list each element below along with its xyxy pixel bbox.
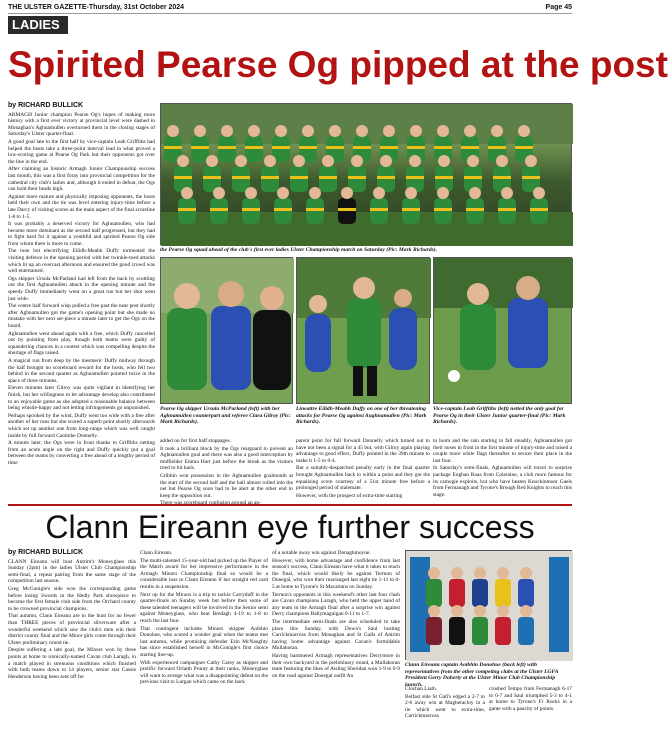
story1-paragraph: In Saturday's semi-finals, Aghnamullen will travel to surprise package Eoghan Ruas from Coleraine, a club more famous for its camogie exploits, but who have beaten Knockinmoor Gaels from Fermanagh and Tyrone's Brough Red Knights to reach this stage. [433,465,572,498]
story1-paragraph: A minute later, the Ogs were in front thanks to Griffiths netting from an acute angle on the right and Duffy quickly put a goal between the teams by converting a free ahead of a lengthy period of time [8,440,155,466]
captains-graphic [161,258,294,405]
section-label: LADIES [8,16,68,34]
caption-duffy: Lineattre Eilidh-Meabh Duffy on one of her threatening attacks for Pearse Og against Aughnamullen (Pic: Mark Richards). [296,406,427,426]
story2-paragraph: Next up for the Minors is a trip to tackle Carryduff in the quarter-finals on Sunday week but before then some of these talented teenagers will be involved in the Senior semi against Moneyglass, who beat Bredagh 4-19 to 1-8 to reach the last four. [140,591,268,624]
story2-column-1-text [8,559,136,681]
launch-caption: Clann Eireann captain Aoibhin Donohue (back left) with representatives from the other competing clubs at the Ulster LGFA President Gerry Doherty at the Ulster Minor Club Championship launch. [405,662,559,688]
story2-column-1 [8,550,136,735]
caption-captains: Pearse Og skipper Ursula McParland (left) with her Aghnamullen counterpart and referee Clara Gilroy (Pic: Mark Richards). [160,406,291,426]
griffiths-graphic [434,258,573,405]
story2-paragraph: With experienced campaigner Cathy Carey as skipper and prolific forward Orlaith Prunty at their ranks, Moneyglass will want to avenge what was a disappointing defeat on the previous visit to Lurgan which came on the back [140,659,268,686]
story1-column-3 [160,438,293,502]
launch-graphic [406,551,573,661]
caption-griffiths: Vice-captain Leah Griffiths (left) netted the only goal for Pearse Og in their Ulster Junior quarter-final (Pic: Mark Richards). [433,406,566,426]
story1-paragraph: added on for first half stoppages. [160,438,231,444]
launch-player [449,617,465,645]
story1-column-4 [296,438,430,502]
story2-paragraph: The multi-talented 15-year-old had picked up the Player of the Match award for her impressive performance in the Armagh Minors Championship final so would be a considerable loss to Clann Eireann if her straight red card results in a suspension. [140,557,268,590]
story1-paragraph: to loom and the rain starting to fall steadily, Aghnamullen got their noses in front in the first minute of injury-time and raised a couple more white flags thereafter to secure their place in the last four. [433,438,572,464]
story1-byline: by RICHARD BULLICK [8,102,84,109]
story1-paragraph: Aghnamullen went ahead again with a free, which Duffy cancelled out by pointing from play, though both teams were guilty of squandering chances in a contest which was compelling despite the shortage of flags raised. [8,330,155,357]
story1-paragraph: A magical run from deep by the mesmeric Duffy midway through the half brought no scoreboard reward for the hosts, who fell two behind in the second quarter as Aghnamullen pointed twice in the space of three minutes. [8,357,155,384]
story2-paragraph: Having hammered Armagh representatives Derrymore in their own backyard in the preliminary round, a Mullahoran team featuring the likes of Aisling Sheridan won 1-9 to 0-9 on the road against Donegal outfit An [272,652,400,679]
story1-paragraph: The tone but electrifying Eilidh-Meabh Duffy tormented the visiting defence in the opening period with her twinkle-toed attacks which lit up an overcast afternoon and ensured the good crowd was well entertained. [8,248,155,275]
story2-paragraph: Despite suffering a late goal, the Minors won by three points at home to ironically-named Cavan club Laragh, in a match played in strenuous conditions which finished with both teams down to 14 players, senior star Cassie Henderson having been sent off for [8,647,136,680]
story2-paragraph: However, with home advantage and confidence from last season's success, Clann Eireann have what it takes to reach the final, which would likely be against Termon of Donegal, who won their rearranged last eight tie 1-11 to 0-5 at home to Tyrone's St Macartans on Sunday. [272,557,400,590]
story1-headline: Spirited Pearse Og pipped at the post [8,44,668,85]
story2-headline: Clann Eireann eye further success [45,509,535,545]
masthead-date: THE ULSTER GAZETTE-Thursday, 31st October 2024 [8,4,185,11]
story2-column-4b [489,686,572,736]
story1-paragraph: After claiming an historic Armagh Junior Championship success last month, this was a first foray into provincial competition for the cathedral city club's ladies and, although it ended in defeat, the Ogs can hold their heads high. [8,166,155,193]
story1-paragraph: But a suitably-despatched penalty early in the final quarter brought Aghnamullen back to within a point and they got the equalising score courtesy of a 51st minute free before a prolonged period of stalemate. [296,465,430,492]
launch-player [495,617,511,645]
photo-griffiths [433,257,572,404]
story1-paragraph: Eleven minutes later Gilroy was quite vigilant in identifying her finish, but her willingness to let advantage develop also contributed to an enjoyable game as she adopted a reasonable balance between being whistle-happy and not letting infringements go unpunished. [8,385,155,412]
story1-paragraph: ARMAGH Junior champion Pearse Og's hopes of making more history with a first ever victory at provincial level were dashed in Monaghan's Aghnamullen overturned them in the closing stages of Saturday's Ulster quarter-final. [8,111,155,138]
story1-paragraph: Perhaps spooked by the wind, Duffy went too wide with a free after another of her runs but she scored a superb point shortly afterwards which set up another one from long-range which was well caught inside by full forward Caoimhe Donnelly. [8,412,155,439]
story2-byline: by RICHARD BULLICK [8,549,84,556]
story1-paragraph: parent point for full forward Donnelly which turned out to have not been a signal for a 45 but, with Gilroy again playing advantage to good effect, Duffy pointed in the 39th minute to make it 1-5 to 0-4. [296,438,430,464]
story2-paragraph: Clochan Liath. [405,686,438,692]
section-divider [8,504,572,506]
story2-paragraph: of a notable away win against Donaghmoyne. [272,550,371,556]
squad-photo-graphic [161,104,573,246]
story1-paragraph: The centre half forward wisp pulled a free past the near post shortly after Aghnamullen got the game's opening point but she made no mistake with her next set-piece a minute later to get the Ogs on the board. [8,303,155,329]
story2-column-3 [272,550,400,735]
launch-player [449,579,465,607]
masthead [8,2,572,14]
story2-paragraph: That contingent includes Minors skipper Aoibhin Donohue, who scored a wonder goal when the teams met last autumn, while promising defender Erin McNaughty has since established herself in McGonigle's first choice starting line-up. [140,625,268,658]
story1-paragraph: Ogs skipper Ursula McParland had left from the back by scuttling out the first Aghnamullen attack in the opening minute and the speedy Duffy immediately went on a great run but her shot went just wide. [8,275,155,302]
page-number: Page 45 [545,4,572,11]
launch-player [426,579,442,607]
launch-player [426,617,442,645]
story1-paragraph: However, with the prospect of extra-time starting [296,492,403,499]
story2-column-4 [405,686,485,736]
photo-duffy [296,257,430,404]
launch-player [495,579,511,607]
story1-paragraph: It was probably a deserved victory for Aghnamullen, who had become more dominant as the second half progressed, but they had to fight hard for it against a youthful and spirited Pearse Og side from whom there is more to come. [8,221,155,247]
duffy-graphic [297,258,431,405]
squad-photo [160,103,572,245]
story2-paragraph: Clann Eireann. [140,550,173,556]
launch-player [518,579,534,607]
story1-paragraph: Against more mature and physically imposing opponents, the hosts held their own and the tie was level entering injury-time before a late Darcy of visiting scores as the main aspect of the final scoreline 1-8 to 1-5. [8,193,155,220]
story1-column-1 [8,102,155,466]
story1-paragraphs [8,112,155,467]
story2-paragraph: That autumn, Clann Eireann are in the hunt for no fewer than THREE pieces of provincial silverware after a wonderful weekend which saw the club's men win their district county final and the Minor girls come through their Ulster preliminary round tie. [8,613,136,646]
story1-paragraph: A good goal late in the first half by vice-captain Leah Griffiths had helped the hosts take a three-point interval lead in what proved a low-scoring game at Pearse Og Park but their opponents got over the line in the end. [8,138,155,165]
story2-paragraph: Greg McGonigle's side won the corresponding game before losing Swords in the Hedly Park showpiece to become the first female club side from the Orchard county to be crowned provincial champions. [8,585,136,612]
story1-paragraph: Gribbin won possession in the Aghnamullen goalmouth at the start of the second half and the ball almost rolled into the net but Pearse Og soon had to be alert at the other end to keep the opposition out. [160,472,293,499]
launch-player [472,579,488,607]
story1-paragraph: It took a brilliant block by the Ogs rearguard to prevent an Aghnamullen goal and there was also a good interception by midfielder Emma Hart just before the break as the visitors tried to hit back. [160,445,293,472]
story2-paragraph: Belfast side St Gall's edged a 2-7 to 2-6 away win at Magheracloy in a tie which went to extra-time, Carrickmacross [405,693,485,720]
story2-paragraph: CLANN Eireann will host Antrim's Moneyglass this Sunday (2pm) in the ladies Ulster Club Championship semi-final, a repeat pairing from the same stage of the competition last season. [8,558,136,585]
photo-captains [160,257,293,404]
story2-paragraph: The intermediate semi-finals are also scheduled to take place this Sunday, with Down's Saul hosting Carrickmacross from Monaghan and St Galls of Antrim having home advantage against Cavan's formidable Mullahoran. [272,618,400,652]
squad-caption: the Pearse Og squad ahead of the club's first ever ladies Ulster Championship match on Saturday (Pic: Mark Richards). [160,247,438,253]
story2-column-2 [140,550,268,735]
story1-column-5 [433,438,572,502]
story2-paragraph: crushed Tempo from Fermanagh 6-17 to 0-7 and Saul triumphed 5-3 to 4-1 at home to Tyrone's Fr Rocks in a game with a paucity of points. [489,686,572,712]
story2-paragraph: Termon's opponents in this weekend's other last four clash are Cavan champions Laragh, who held the upper hand of any team in the Armagh final after a surprise win against Derry champions Ballymaguigan 0-11 to 1-7. [272,591,400,618]
launch-player [472,617,488,645]
launch-photo [405,550,572,660]
launch-player [518,617,534,645]
